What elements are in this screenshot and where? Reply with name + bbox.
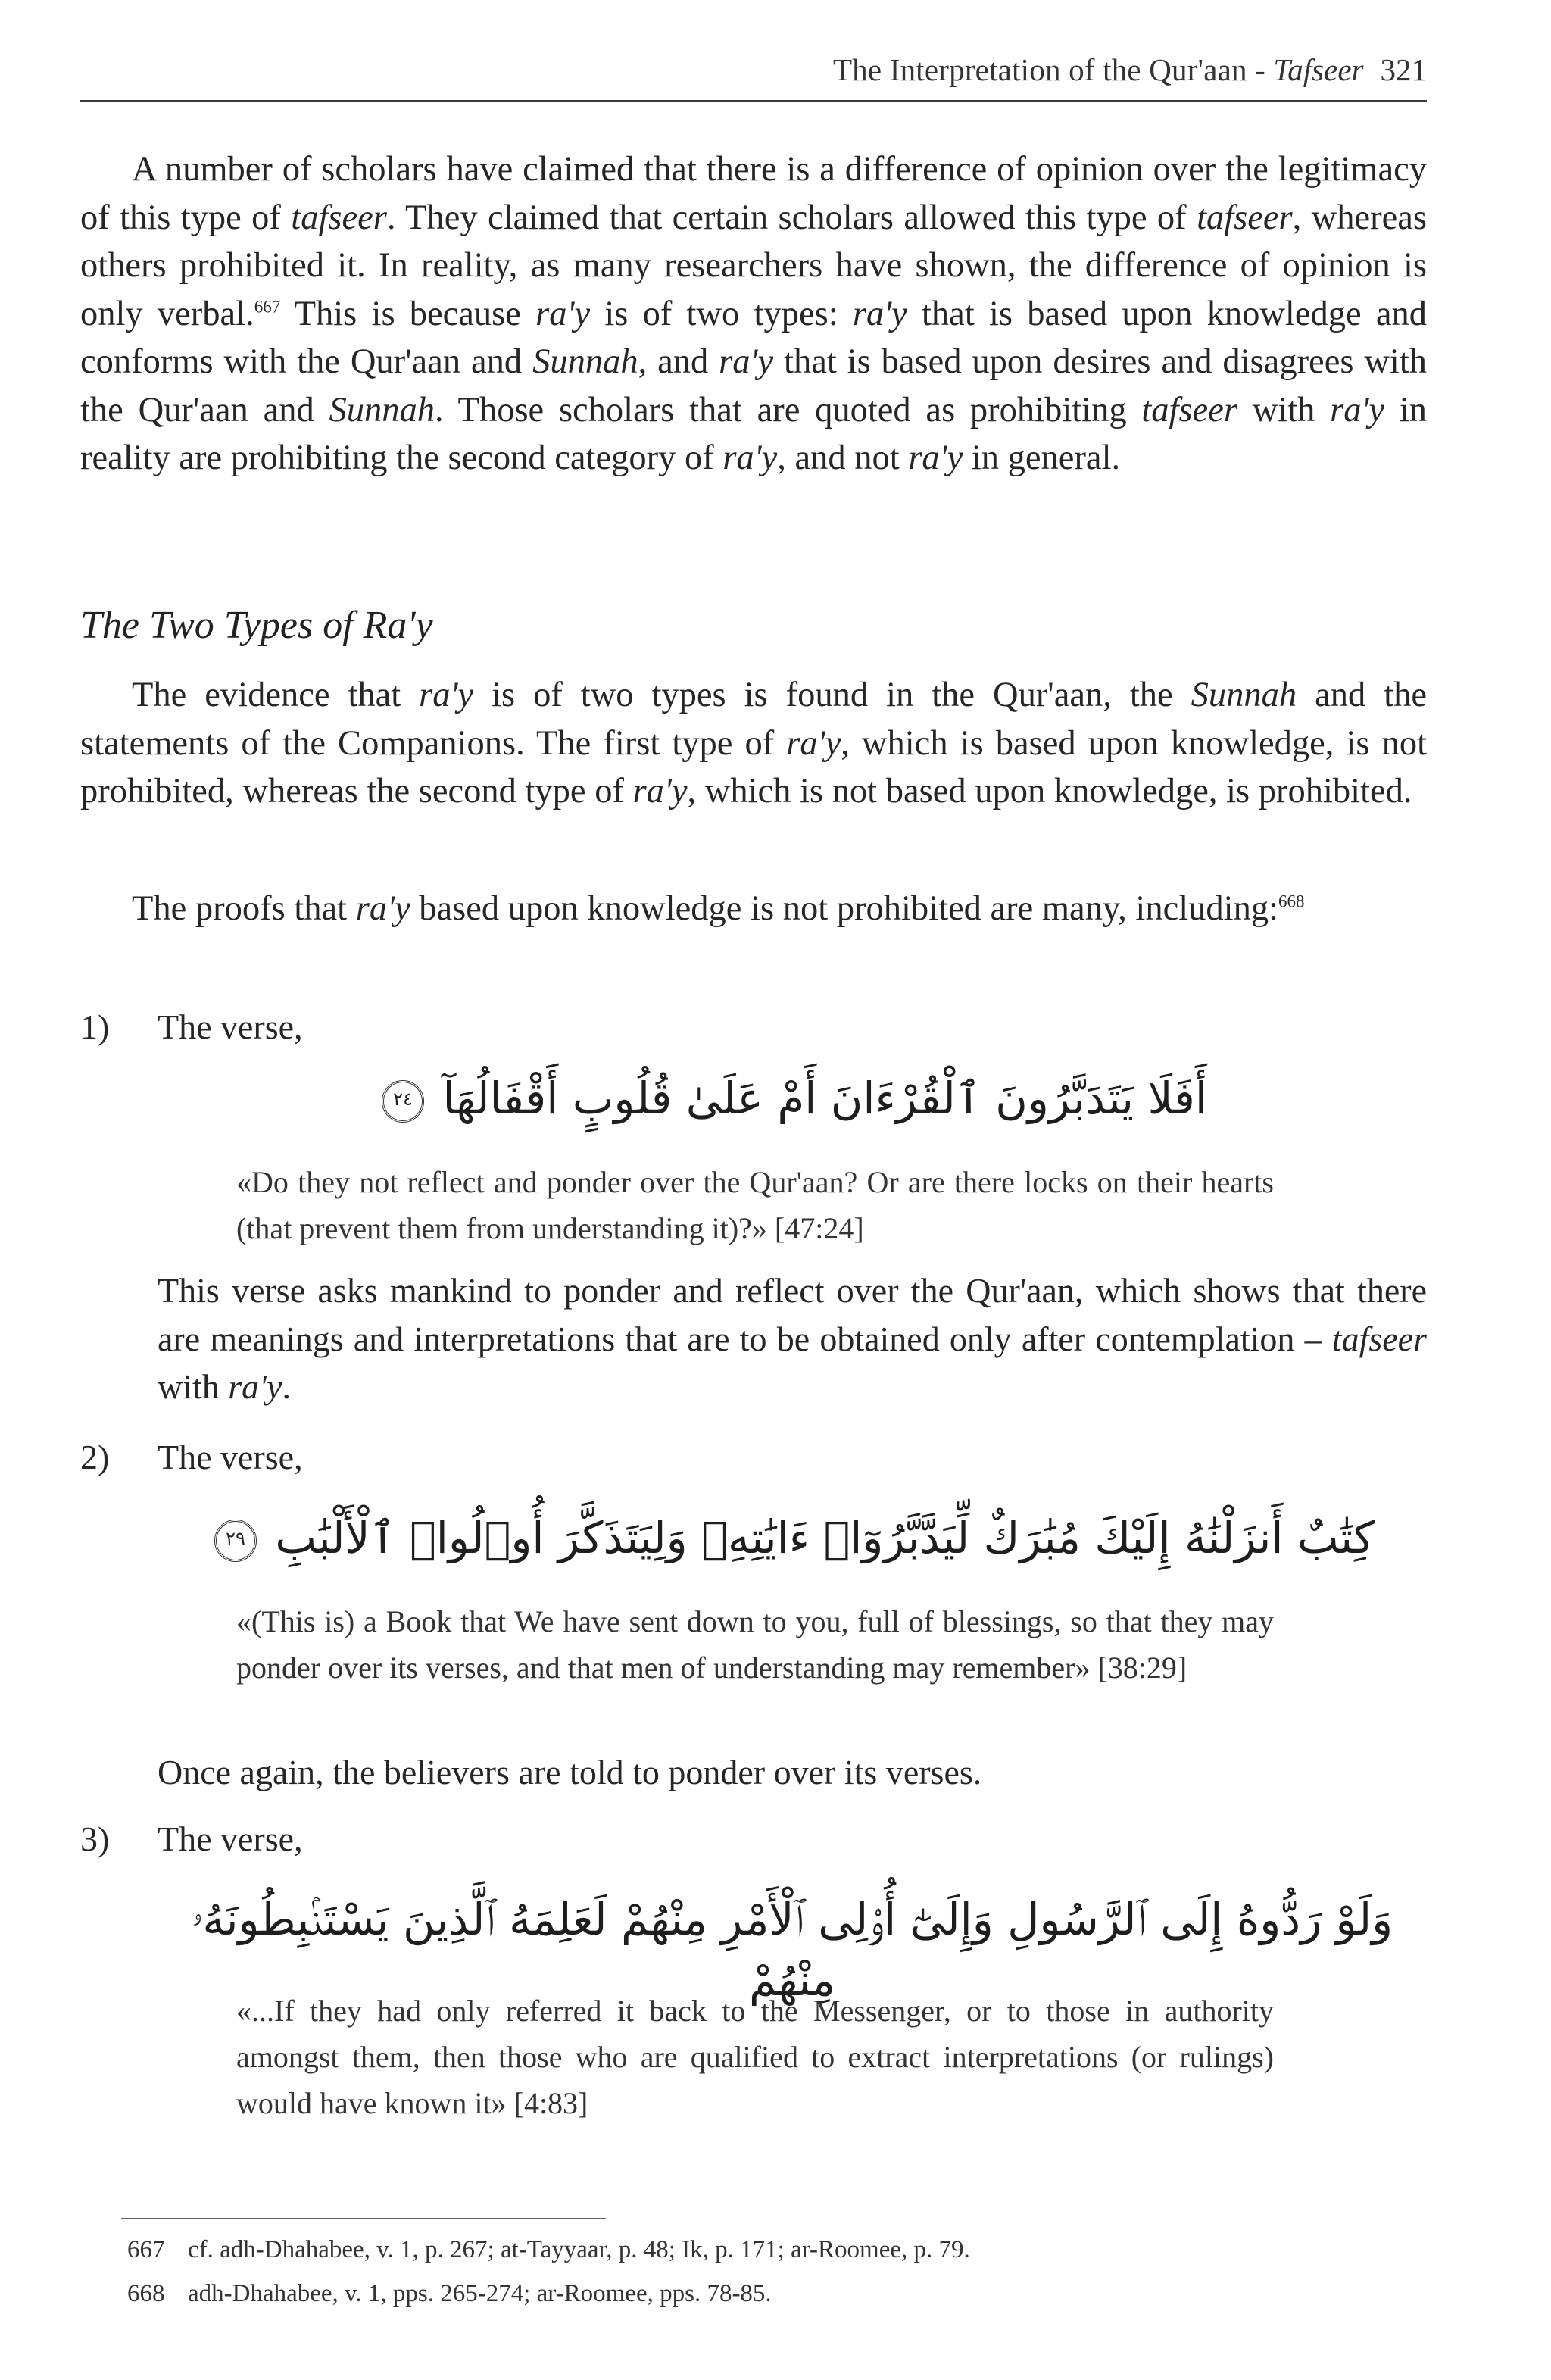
item-label: The verse,: [158, 1819, 303, 1858]
footnote-number: 668: [127, 2280, 165, 2307]
item-label: The verse,: [158, 1438, 303, 1476]
running-header: [80, 39, 1427, 102]
verse-translation: «...If they had only referred it back to the Messenger, or to those in authority amongst them, then those who are qualified to extract interpretations (or rulings) would have known it» [4:83]: [236, 1994, 1274, 2120]
item-label: The verse,: [158, 1007, 303, 1046]
arabic-verse: أَفَلَا يَتَدَبَّرُونَ ٱلْقُرْءَانَ أَمْ عَلَىٰ قُلُوبٍ أَقْفَالُهَآ ٢٤: [158, 1068, 1427, 1129]
ayah-number-marker: ٢٩: [214, 1520, 257, 1562]
section-heading: The Two Types of Ra'y: [80, 604, 433, 647]
verse-commentary: Once again, the believers are told to ponder over its verses.: [158, 1753, 982, 1791]
footnote-divider: [121, 2218, 606, 2219]
footnote: [127, 2233, 970, 2266]
footnote-text: adh-Dhahabee, v. 1, pps. 265-274; ar-Roomee, pps. 78-85.: [188, 2280, 772, 2307]
footnote-ref-667[interactable]: 667: [254, 297, 281, 316]
running-header-title: The Interpretation of the Qur'aan -: [832, 52, 1265, 87]
arabic-verse: كِتَٰبٌ أَنزَلْنَٰهُ إِلَيْكَ مُبَٰرَكٌ لِّيَدَّبَّرُوٓا۟ ءَايَٰتِهِۦ وَلِيَتَذَكَّرَ أُو۟لُوا۟ ٱلْأَلْبَٰبِ ٢٩: [158, 1507, 1427, 1568]
page-number: 321: [1380, 52, 1427, 87]
arabic-verse: وَلَوْ رَدُّوهُ إِلَى ٱلرَّسُولِ وَإِلَىٰٓ أُو۟لِى ٱلْأَمْرِ مِنْهُمْ لَعَلِمَهُ ٱلَّذِينَ يَسْتَنۢبِطُونَهُۥ مِنْهُمْ: [191, 1894, 1393, 2006]
item-number: 3): [80, 1819, 110, 1858]
proofs-paragraph: The proofs that ra'y based upon knowledge is not prohibited are many, including:$^{668}$: [132, 889, 1305, 928]
intro-paragraph: A number of scholars have claimed that there is a difference of opinion over the legitimacy of this type of tafseer. They claimed that certain scholars allowed this type of tafseer, whereas others prohibited it. In reality, as many researchers have shown, the difference of opinion is only verbal.$^{667}$ This is because ra'y is of two types: ra'y that is based upon knowledge and conforms with the Qur'aan and Sunnah, and ra'y that is based upon desires and disagrees with the Qur'aan and Sunnah. Those scholars that are quoted as prohibiting tafseer with ra'y in reality are prohibiting the second category of ra'y, and not ra'y in general.: [80, 150, 1428, 477]
verse-translation: «Do they not reflect and ponder over the Qur'aan? Or are there locks on their hearts (that prevent them from understanding it)?» [47:24]: [236, 1165, 1274, 1245]
verse-commentary: This verse asks mankind to ponder and reflect over the Qur'aan, which shows that there are meanings and interpretations that are to be obtained only after contemplation – tafseer with ra'y.: [158, 1271, 1427, 1406]
footnote-ref-668[interactable]: 668: [1278, 892, 1305, 911]
footnote: [127, 2277, 772, 2310]
footnote-number: 667: [127, 2236, 165, 2263]
ayah-number-marker: ٢٤: [382, 1080, 424, 1123]
evidence-paragraph: The evidence that ra'y is of two types is found in the Qur'aan, the Sunnah and the statements of the Companions. The first type of ra'y, which is based upon knowledge, is not prohibited, whereas the second type of ra'y, which is not based upon knowledge, is prohibited.: [80, 676, 1428, 811]
footnote-text: cf. adh-Dhahabee, v. 1, p. 267; at-Tayyaar, p. 48; Ik, p. 171; ar-Roomee, p. 79.: [188, 2236, 970, 2263]
running-header-title-italic: Tafseer: [1273, 52, 1364, 87]
verse-translation: «(This is) a Book that We have sent down to you, full of blessings, so that they may ponder over its verses, and that men of understanding may remember» [38:29]: [236, 1604, 1274, 1685]
item-number: 1): [80, 1007, 110, 1046]
item-number: 2): [80, 1438, 110, 1476]
